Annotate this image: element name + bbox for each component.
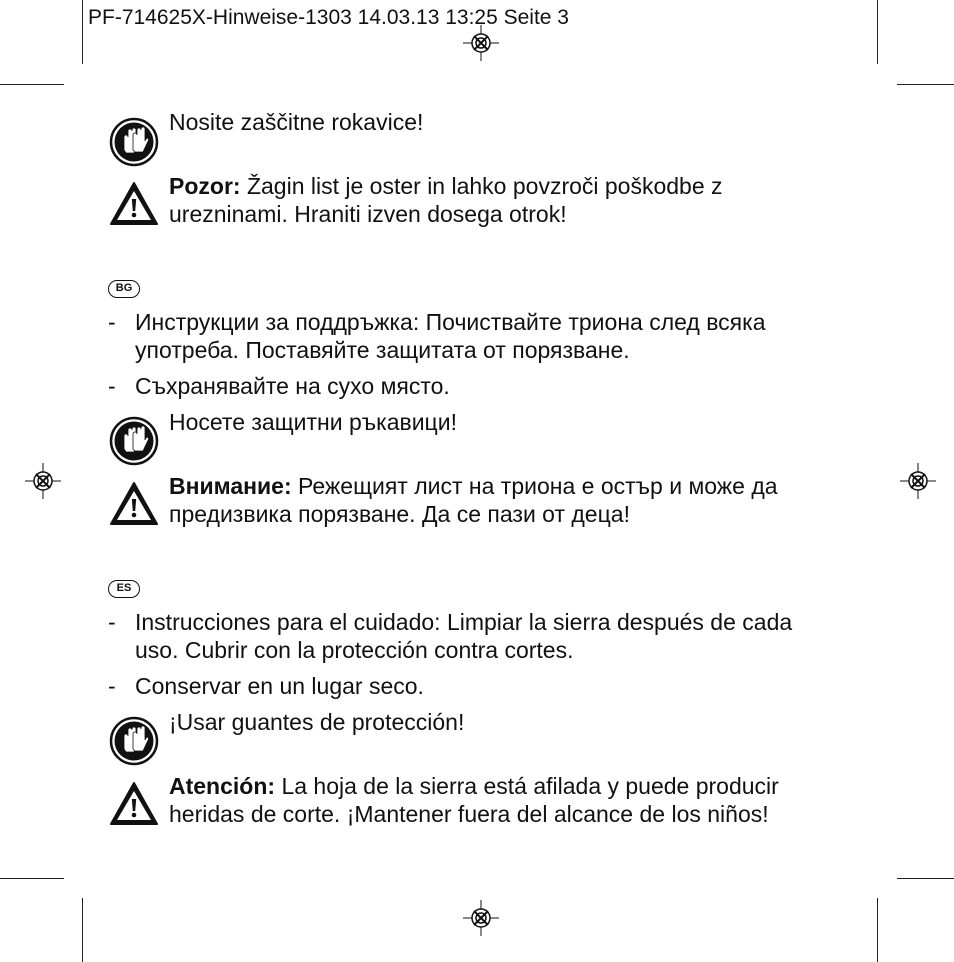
warning-triangle-icon [109,780,159,830]
registration-mark-icon [463,900,499,936]
crop-mark-bottom-left-h [0,878,64,879]
warning-text1-bg: Режещият лист на триона е остър и може да [291,473,778,499]
gloves-icon [109,716,159,766]
warning-line1-es [169,772,779,800]
warning-label-es: Atención: [169,773,276,799]
gloves-notice-es: ¡Usar guantes de protección! [169,709,465,735]
warning-label-sl: Pozor: [169,173,241,199]
bullet-dash: - [108,373,116,399]
bullet1-line1-es: Instrucciones para el cuidado: Limpiar la sierra después de cada [135,609,793,635]
warning-text1-sl: Žagin list je oster in lahko povzroči poškodbe z [240,173,723,199]
gloves-notice-sl: Nosite zaščitne rokavice! [169,109,424,135]
bullet2-es: Conservar en un lugar seco. [135,673,424,699]
warning-line2-sl: urezninami. Hraniti izven dosega otrok! [169,201,567,227]
gloves-icon [109,416,159,466]
warning-triangle-icon [109,180,159,230]
bullet-dash: - [108,609,116,635]
bullet1-line1-bg: Инструкции за поддръжка: Почиствайте триона след всяка [135,309,766,335]
crop-mark-bottom-right-v [877,898,878,962]
print-header: PF-714625X-Hinweise-1303 14.03.13 13:25 Seite 3 [88,6,569,29]
warning-triangle-icon [109,480,159,530]
warning-line1-sl [169,172,723,200]
warning-label-bg: Внимание: [169,473,292,499]
crop-mark-top-left-h [0,84,64,85]
registration-mark-icon [900,463,936,499]
language-badge-es: ES [108,580,140,598]
registration-mark-icon [463,25,499,61]
crop-mark-top-left-v [82,0,83,64]
bullet1-line2-es: uso. Cubrir con la protección contra cortes. [135,637,574,663]
bullet1-line2-bg: употреба. Поставяйте защитата от порязване. [135,337,630,363]
warning-text1-es: La hoja de la sierra está afilada y puede producir [275,773,779,799]
bullet-dash: - [108,309,116,335]
warning-line2-bg: предизвика порязване. Да се пази от деца! [169,501,630,527]
crop-mark-top-right-v [877,0,878,64]
bullet2-bg: Съхранявайте на сухо място. [135,373,450,399]
language-badge-bg: BG [108,280,140,298]
crop-mark-top-right-h [897,84,954,85]
registration-mark-icon [25,463,61,499]
warning-line1-bg [169,472,778,500]
warning-line2-es: heridas de corte. ¡Mantener fuera del alcance de los niños! [169,801,769,827]
bullet-dash: - [108,673,116,699]
gloves-notice-bg: Носете защитни ръкавици! [169,409,457,435]
crop-mark-bottom-left-v [82,898,83,962]
crop-mark-bottom-right-h [897,878,954,879]
gloves-icon [109,117,159,167]
